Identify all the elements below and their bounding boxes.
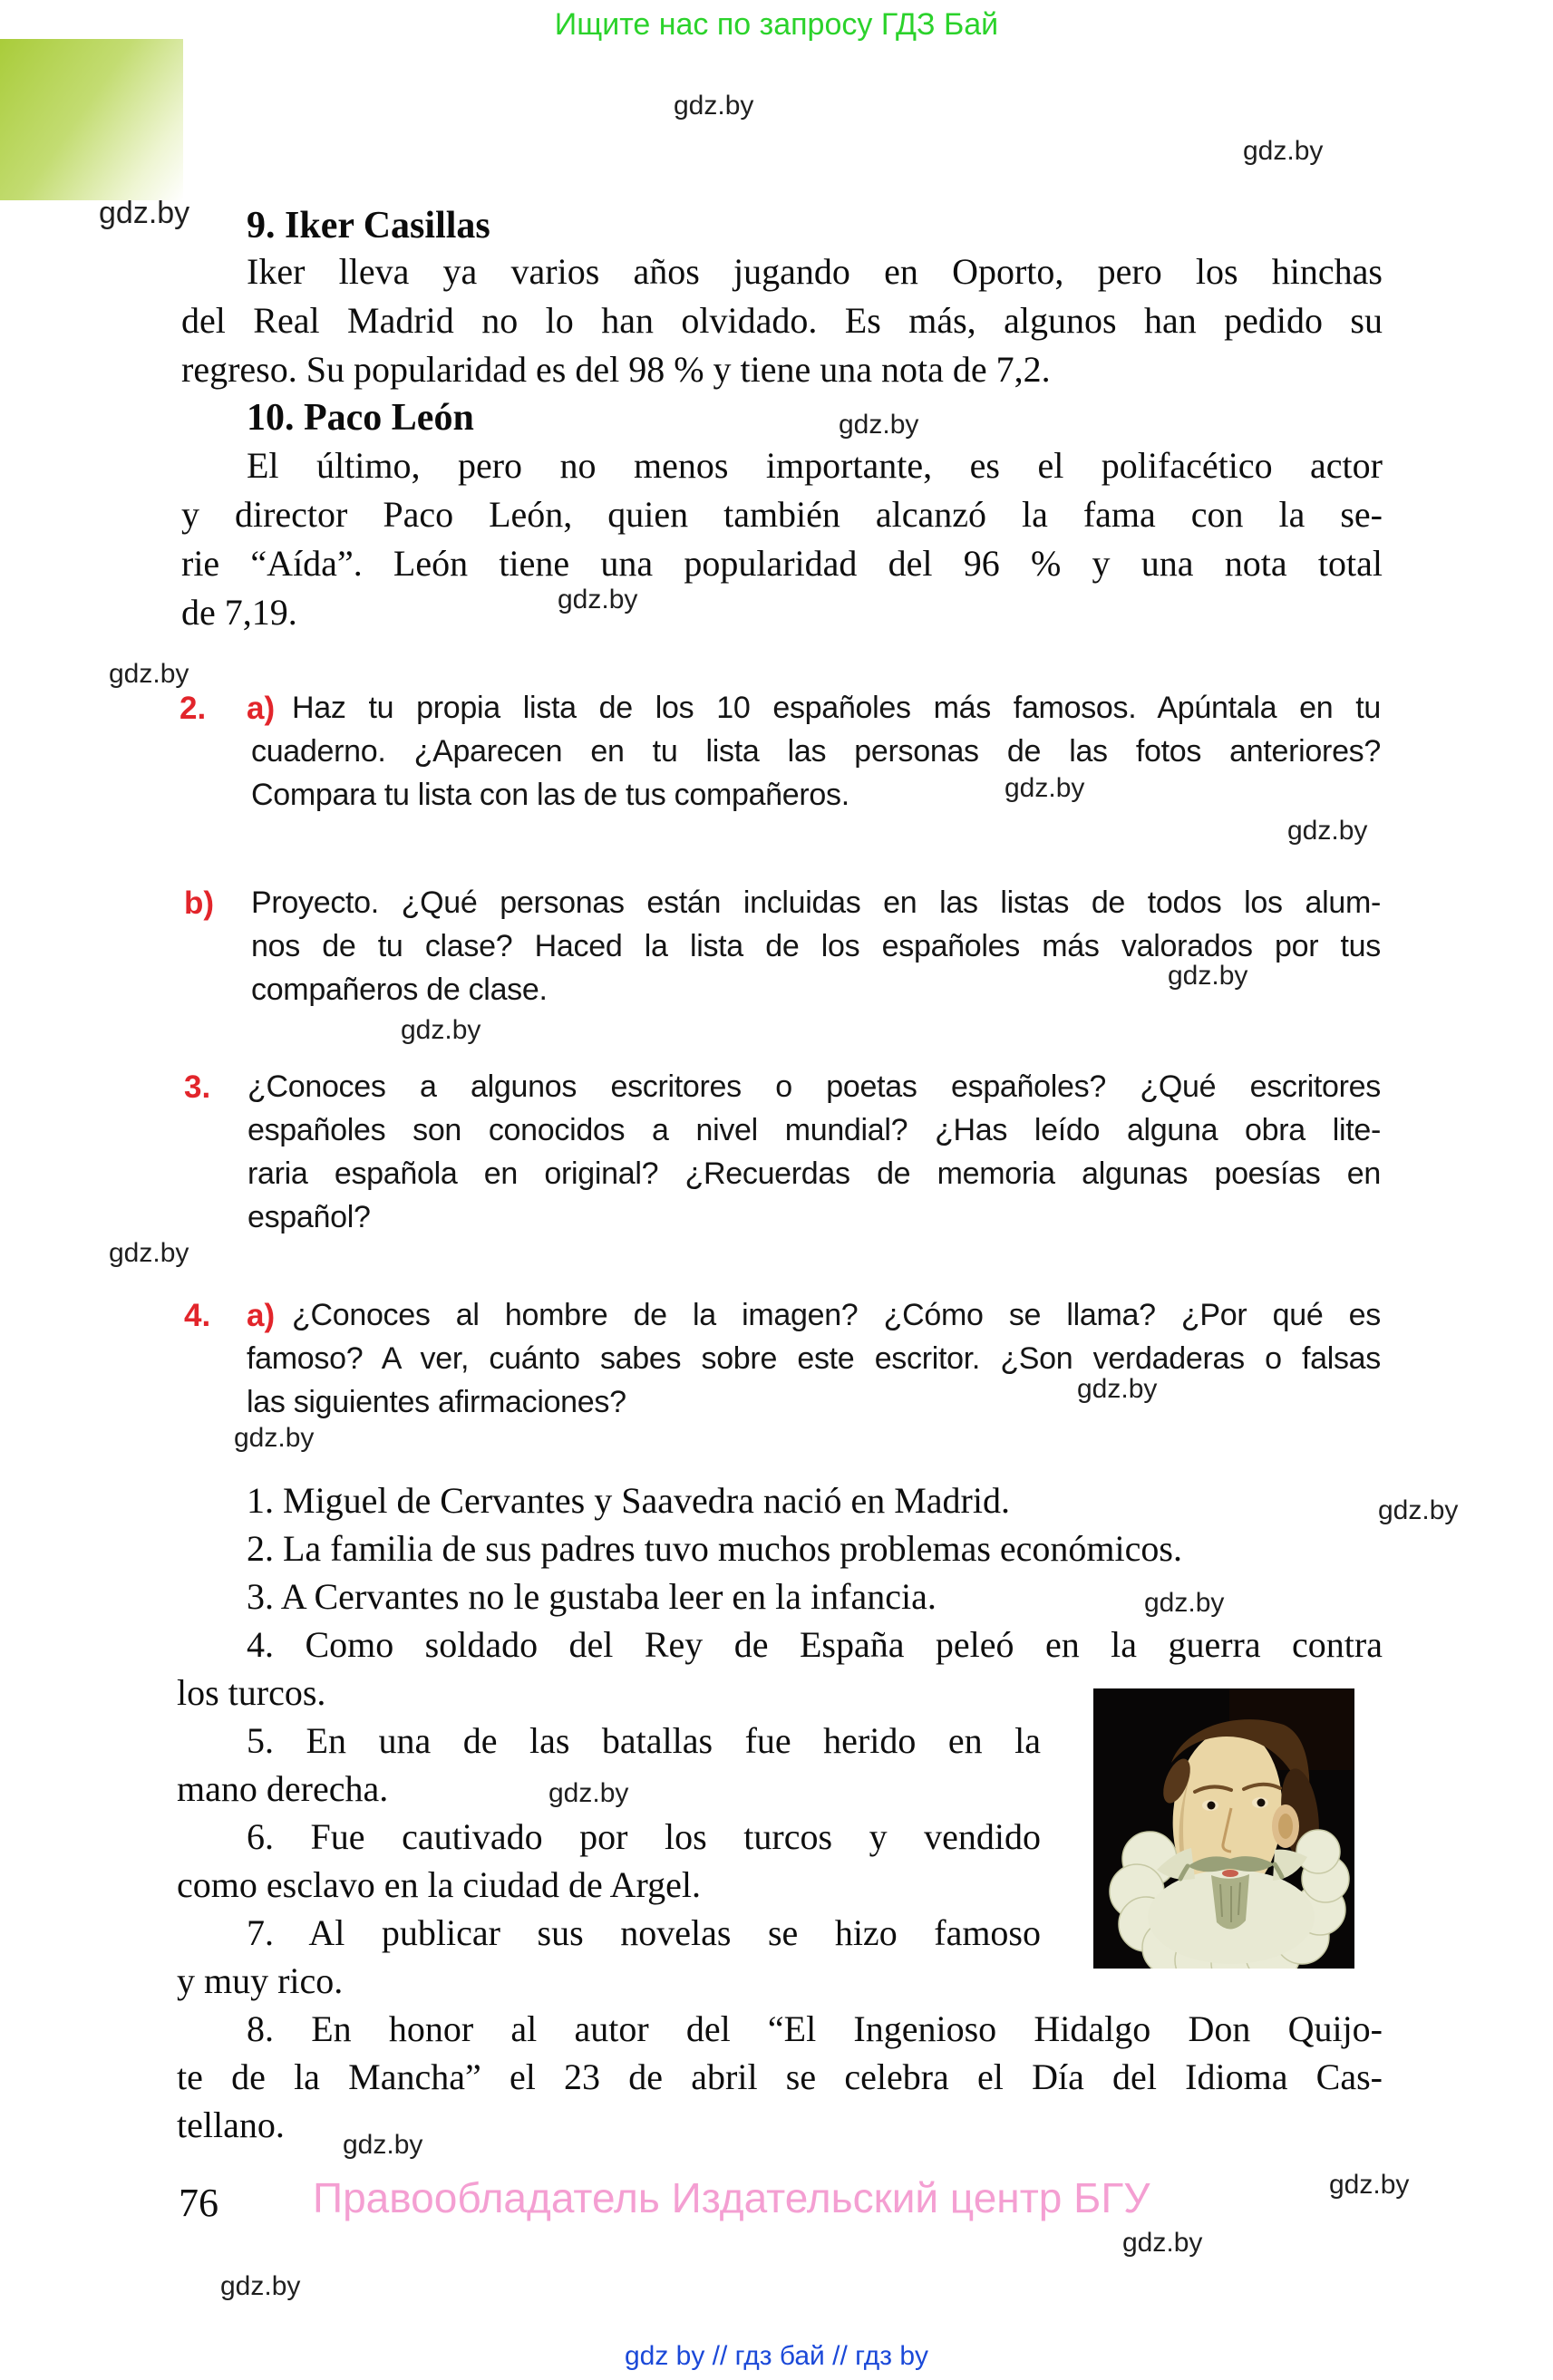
- watermark-text: gdz.by: [109, 659, 189, 689]
- exercise4a-line: famoso? A ver, cuánto sabes sobre este escritor. ¿Son verdaderas o falsas: [247, 1341, 1381, 1376]
- watermark-text: gdz.by: [1144, 1588, 1225, 1618]
- statement-line: 6. Fue cautivado por los turcos y vendido: [247, 1816, 1041, 1857]
- exercise4a-line: ¿Conoces al hombre de la imagen? ¿Cómo se llama? ¿Por qué es: [292, 1298, 1381, 1332]
- watermark-text: gdz.by: [674, 91, 754, 121]
- statement-line: mano derecha.: [177, 1768, 389, 1809]
- statement-line: 1. Miguel de Cervantes y Saavedra nació en Madrid.: [247, 1480, 1010, 1521]
- exercise3-number: 3.: [184, 1069, 211, 1105]
- watermark-text: gdz.by: [99, 196, 190, 230]
- statement-line: los turcos.: [177, 1672, 326, 1713]
- statement-line: como esclavo en la ciudad de Argel.: [177, 1864, 701, 1905]
- reading-item9-line: regreso. Su popularidad es del 98 % y tiene una nota de 7,2.: [181, 349, 1051, 390]
- statement-line: 4. Como soldado del Rey de España peleó en la guerra contra: [247, 1624, 1383, 1665]
- statement-line: 8. En honor al autor del “El Ingenioso Hidalgo Don Quijo-: [247, 2008, 1383, 2049]
- reading-item9-line: del Real Madrid no lo han olvidado. Es más, algunos han pedido su: [181, 300, 1383, 341]
- watermark-text: gdz.by: [343, 2130, 423, 2160]
- exercise2b-label: b): [184, 885, 215, 921]
- watermark-text: gdz.by: [1122, 2228, 1203, 2258]
- watermark-text: gdz.by: [839, 410, 919, 440]
- page-number: 76: [179, 2181, 218, 2225]
- watermark-text: gdz.by: [220, 2271, 301, 2301]
- exercise3-line: españoles son conocidos a nivel mundial? ¿Has leído alguna obra lite-: [248, 1113, 1381, 1147]
- statement-line: te de la Mancha” el 23 de abril se celebra el Día del Idioma Cas-: [177, 2056, 1383, 2097]
- footer-links: gdz by // гдз бай // гдз by: [624, 2341, 929, 2371]
- exercise2b-line: compañeros de clase.: [251, 972, 548, 1007]
- statement-line: 2. La familia de sus padres tuvo muchos problemas económicos.: [247, 1528, 1182, 1569]
- statement-line: 5. En una de las batallas fue herido en la: [247, 1720, 1041, 1761]
- reading-item10-line: de 7,19.: [181, 592, 297, 633]
- reading-item10-title: 10. Paco León: [247, 397, 474, 439]
- reading-item9-line: Iker lleva ya varios años jugando en Oporto, pero los hinchas: [247, 251, 1383, 292]
- promo-banner: Ищите нас по запросу ГДЗ Бай: [554, 7, 999, 42]
- exercise2b-line: nos de tu clase? Haced la lista de los españoles más valorados por tus: [251, 929, 1381, 963]
- exercise2-number: 2.: [180, 691, 207, 726]
- exercise4-number: 4.: [184, 1298, 211, 1333]
- exercise2b-line: Proyecto. ¿Qué personas están incluidas en las listas de todos los alum-: [251, 885, 1381, 920]
- reading-item10-line: rie “Aída”. León tiene una popularidad del 96 % y una nota total: [181, 543, 1383, 584]
- watermark-text: gdz.by: [1329, 2170, 1410, 2200]
- statement-line: tellano.: [177, 2104, 285, 2145]
- watermark-text: gdz.by: [401, 1015, 481, 1045]
- watermark-text: gdz.by: [1243, 136, 1324, 166]
- copyright-line: Правообладатель Издательский центр БГУ: [313, 2174, 1150, 2221]
- watermark-text: gdz.by: [1077, 1374, 1158, 1404]
- reading-item10-line: El último, pero no menos importante, es el polifacético actor: [247, 445, 1383, 486]
- watermark-text: gdz.by: [1005, 773, 1085, 803]
- watermark-text: gdz.by: [1378, 1495, 1459, 1525]
- watermark-text: gdz.by: [548, 1778, 629, 1808]
- exercise3-line: raria española en original? ¿Recuerdas de memoria algunas poesías en: [248, 1156, 1381, 1191]
- exercise4a-line: las siguientes afirmaciones?: [247, 1385, 626, 1419]
- cervantes-portrait-image: [1093, 1688, 1354, 1969]
- exercise4a-label: a): [247, 1298, 276, 1333]
- exercise2a-line: cuaderno. ¿Aparecen en tu lista las personas de las fotos anteriores?: [251, 734, 1381, 769]
- watermark-text: gdz.by: [234, 1423, 315, 1453]
- exercise2a-line: Compara tu lista con las de tus compañeros.: [251, 778, 849, 812]
- reading-item10-line: y director Paco León, quien también alcanzó la fama con la se-: [181, 494, 1383, 535]
- watermark-text: gdz.by: [558, 585, 638, 614]
- statement-line: 3. A Cervantes no le gustaba leer en la infancia.: [247, 1576, 937, 1617]
- exercise2a-line: Haz tu propia lista de los 10 españoles más famosos. Apúntala en tu: [292, 691, 1381, 725]
- green-gradient-box: [0, 39, 183, 200]
- exercise3-line: ¿Conoces a algunos escritores o poetas españoles? ¿Qué escritores: [248, 1069, 1381, 1104]
- watermark-text: gdz.by: [1287, 816, 1368, 846]
- exercise2a-label: a): [247, 691, 276, 726]
- exercise3-line: español?: [248, 1200, 371, 1234]
- reading-item9-title: 9. Iker Casillas: [247, 205, 490, 247]
- watermark-text: gdz.by: [109, 1238, 189, 1268]
- statement-line: 7. Al publicar sus novelas se hizo famoso: [247, 1912, 1041, 1953]
- watermark-text: gdz.by: [1168, 961, 1248, 991]
- statement-line: y muy rico.: [177, 1960, 344, 2001]
